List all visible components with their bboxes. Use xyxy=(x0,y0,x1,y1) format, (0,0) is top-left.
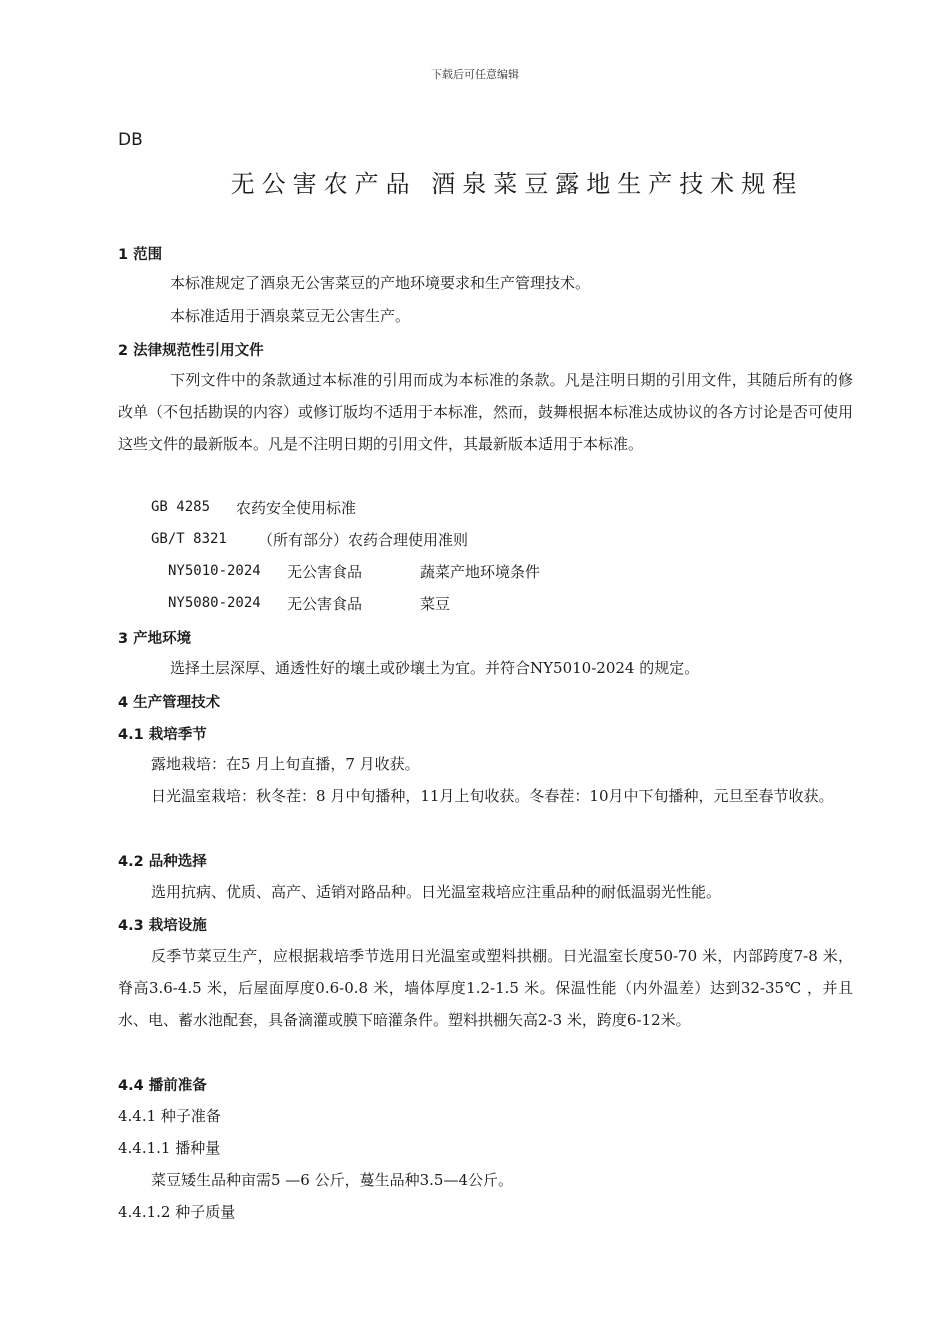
section-4-1-paragraph-1: 露地栽培：在5 月上旬直播，7 月收获。 xyxy=(151,755,420,773)
section-4-heading: 4 生产管理技术 xyxy=(118,695,221,711)
document-title: 无公害农产品 酒泉菜豆露地生产技术规程 xyxy=(230,170,804,198)
section-2-heading: 2 法律规范性引用文件 xyxy=(118,343,264,359)
ref-name: （所有部分）农药合理使用准则 xyxy=(258,531,469,549)
ref-code: GB 4285 xyxy=(151,499,211,515)
ref-name: 农药安全使用标准 xyxy=(236,499,357,517)
ref-name: 无公害食品 xyxy=(287,563,363,581)
standard-code: DB xyxy=(118,130,143,150)
section-4-1-heading: 4.1 栽培季节 xyxy=(118,727,207,743)
section-3-heading: 3 产地环境 xyxy=(118,631,192,647)
section-4-3-heading: 4.3 栽培设施 xyxy=(118,918,207,934)
section-1-paragraph-1: 本标准规定了酒泉无公害菜豆的产地环境要求和生产管理技术。 xyxy=(170,274,591,292)
section-2-intro-text: 下列文件中的条款通过本标准的引用而成为本标准的条款。凡是注明日期的引用文件，其随后所有的修改单（不包括勘误的内容）或修订版均不适用于本标准，然而，鼓舞根据本标准达成协议的各方讨论是否可使用这些文件的最新版本。凡是不注明日期的引用文件，其最新版本适用于本标准。 xyxy=(118,371,854,453)
ref-name: 无公害食品 xyxy=(287,595,363,613)
ref-subject: 蔬菜产地环境条件 xyxy=(420,563,541,581)
section-4-2-paragraph: 选用抗病、优质、高产、适销对路品种。日光温室栽培应注重品种的耐低温弱光性能。 xyxy=(151,883,722,901)
section-4-3-paragraph: 反季节菜豆生产，应根据栽培季节选用日光温室或塑料拱棚。日光温室长度50-70 米，内部跨度7-8 米，脊高3.6-4.5 米，后屋面厚度0.6-0.8 米，墙体厚度1.2-1.5 米。保温性能（内外温差）达到32-35℃ ，并且水、电、蓄水池配套，具备滴灌或膜下暗灌条件。塑料拱棚矢高2-3 米，跨度6-12米。 xyxy=(118,947,853,1029)
section-4-4-1-2-heading: 4.4.1.2 种子质量 xyxy=(118,1203,236,1221)
section-4-2-heading: 4.2 品种选择 xyxy=(118,854,207,870)
section-3-paragraph: 选择土层深厚、通透性好的壤土或砂壤土为宜。并符合NY5010-2024 的规定。 xyxy=(170,659,700,677)
section-4-4-1-1-paragraph: 菜豆矮生品种亩需5 —6 公斤，蔓生品种3.5—4公斤。 xyxy=(151,1171,514,1189)
section-4-1-paragraph-2: 日光温室栽培：秋冬茬：8 月中旬播种，11月上旬收获。冬春茬：10月中下旬播种，元旦至春节收获。 xyxy=(151,787,834,805)
ref-code: NY5080-2024 xyxy=(168,595,261,611)
ref-subject: 菜豆 xyxy=(420,595,451,613)
page-header-note: 下载后可任意编辑 xyxy=(431,68,519,81)
ref-code: NY5010-2024 xyxy=(168,563,261,579)
section-4-4-heading: 4.4 播前准备 xyxy=(118,1078,207,1094)
section-1-heading: 1 范围 xyxy=(118,247,163,263)
section-4-4-1-heading: 4.4.1 种子准备 xyxy=(118,1107,221,1125)
ref-code: GB/T 8321 xyxy=(151,531,227,547)
section-2-intro xyxy=(118,364,853,460)
section-1-paragraph-2: 本标准适用于酒泉菜豆无公害生产。 xyxy=(170,307,411,325)
section-4-4-1-1-heading: 4.4.1.1 播种量 xyxy=(118,1139,221,1157)
